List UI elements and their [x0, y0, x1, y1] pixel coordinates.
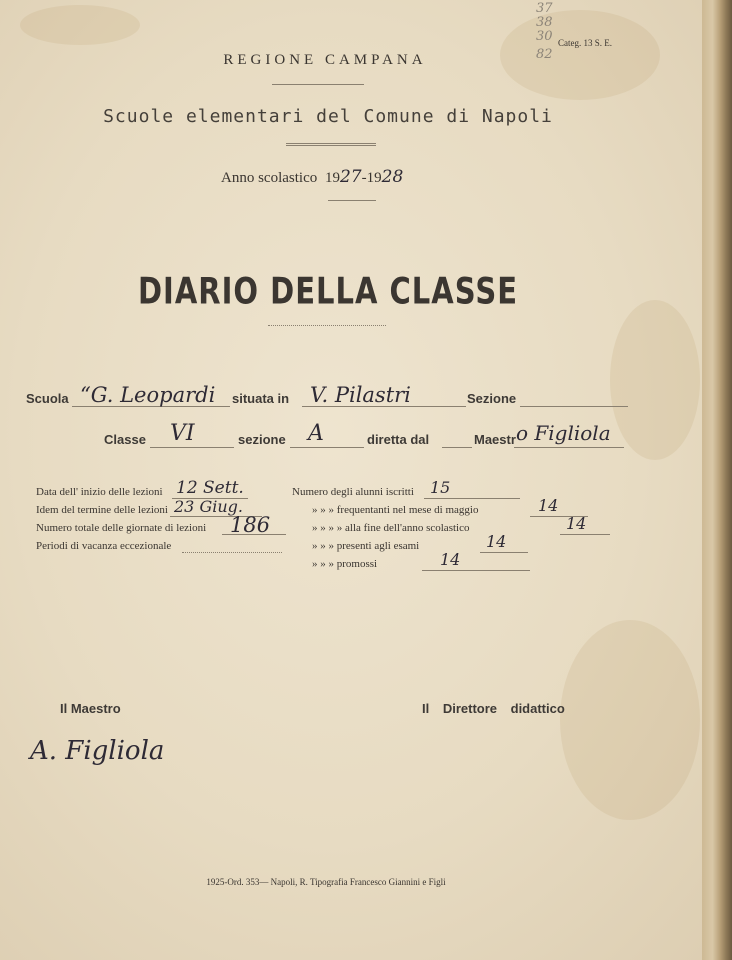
- teacher-signature: A. Figliola: [30, 736, 165, 766]
- fill-line: [520, 406, 628, 407]
- class-label: Classe: [104, 432, 146, 447]
- fill-line: [182, 552, 282, 553]
- divider: [268, 325, 386, 326]
- school-year-start-value: 27: [339, 167, 362, 187]
- enrolled-label: Numero degli alunni iscritti: [292, 486, 414, 498]
- vacation-label: Periodi di vacanza eccezionale: [36, 540, 172, 552]
- school-header: Scuole elementari del Comune di Napoli: [103, 106, 553, 127]
- section2-label: sezione: [238, 432, 286, 447]
- teacher-label: Maestr: [474, 432, 516, 447]
- located-label: situata in: [232, 391, 290, 406]
- start-date-label: Data dell' inizio delle lezioni: [36, 486, 163, 498]
- document-title: DIARIO DELLA CLASSE: [137, 269, 519, 313]
- school-label: Scuola: [26, 391, 69, 406]
- promoted-value: 14: [440, 550, 461, 569]
- class-value: VI: [170, 421, 195, 446]
- paper-stain: [560, 620, 700, 820]
- attending-may-value: 14: [538, 496, 559, 515]
- pencil-number: 30: [536, 29, 553, 44]
- fill-line: [290, 447, 364, 448]
- fill-line: [514, 447, 624, 448]
- dash: -: [361, 170, 367, 186]
- pencil-number: 37: [536, 1, 553, 16]
- section2-value: A: [308, 421, 324, 446]
- school-year-prefix: 19: [324, 170, 340, 186]
- paper-stain: [610, 300, 700, 460]
- start-date-value: 12 Sett.: [176, 478, 244, 498]
- located-value: V. Pilastri: [310, 383, 411, 407]
- fill-line: [480, 552, 528, 553]
- fill-line: [424, 498, 520, 499]
- fill-line: [422, 570, 530, 571]
- end-of-year-label: » » » » alla fine dell'anno scolastico: [312, 522, 470, 534]
- divider: [328, 200, 376, 201]
- paper-stain: [20, 5, 140, 45]
- school-value: “G. Leopardi: [80, 383, 216, 407]
- pencil-number: 82: [536, 47, 553, 62]
- pencil-number: 38: [536, 15, 553, 30]
- promoted-label: » » » promossi: [312, 558, 378, 570]
- director-signature-label: Il Direttore didattico: [422, 701, 565, 716]
- fill-line: [560, 534, 610, 535]
- school-year-end-value: 28: [381, 167, 404, 187]
- teacher-signature-label: Il Maestro: [60, 701, 121, 716]
- category-label: Categ. 13 S. E.: [558, 38, 612, 48]
- teacher-value: o Figliola: [516, 421, 611, 445]
- school-year-prefix: 19: [366, 170, 382, 186]
- end-date-value: 23 Giug.: [174, 497, 243, 516]
- divider: [272, 84, 364, 85]
- school-year: [221, 167, 403, 187]
- section-label: Sezione: [467, 391, 517, 406]
- enrolled-value: 15: [430, 478, 451, 497]
- school-year-label: Anno scolastico: [221, 170, 318, 186]
- fill-line: [442, 447, 472, 448]
- total-days-value: 186: [230, 513, 271, 537]
- exam-present-value: 14: [486, 532, 507, 551]
- exam-present-label: » » » presenti agli esami: [312, 540, 420, 552]
- end-date-label: Idem del termine delle lezioni: [36, 504, 168, 516]
- attending-may-label: » » » frequentanti nel mese di maggio: [312, 504, 479, 516]
- divider: [286, 143, 376, 146]
- printer-footer: 1925-Ord. 353— Napoli, R. Tipografia Francesco Giannini e Figli: [206, 877, 446, 887]
- directed-label: diretta dal: [367, 432, 430, 447]
- region-heading: REGIONE CAMPANA: [223, 52, 427, 68]
- end-of-year-value: 14: [566, 514, 587, 533]
- binding-edge: [702, 0, 732, 960]
- total-days-label: Numero totale delle giornate di lezioni: [36, 522, 207, 534]
- fill-line: [150, 447, 234, 448]
